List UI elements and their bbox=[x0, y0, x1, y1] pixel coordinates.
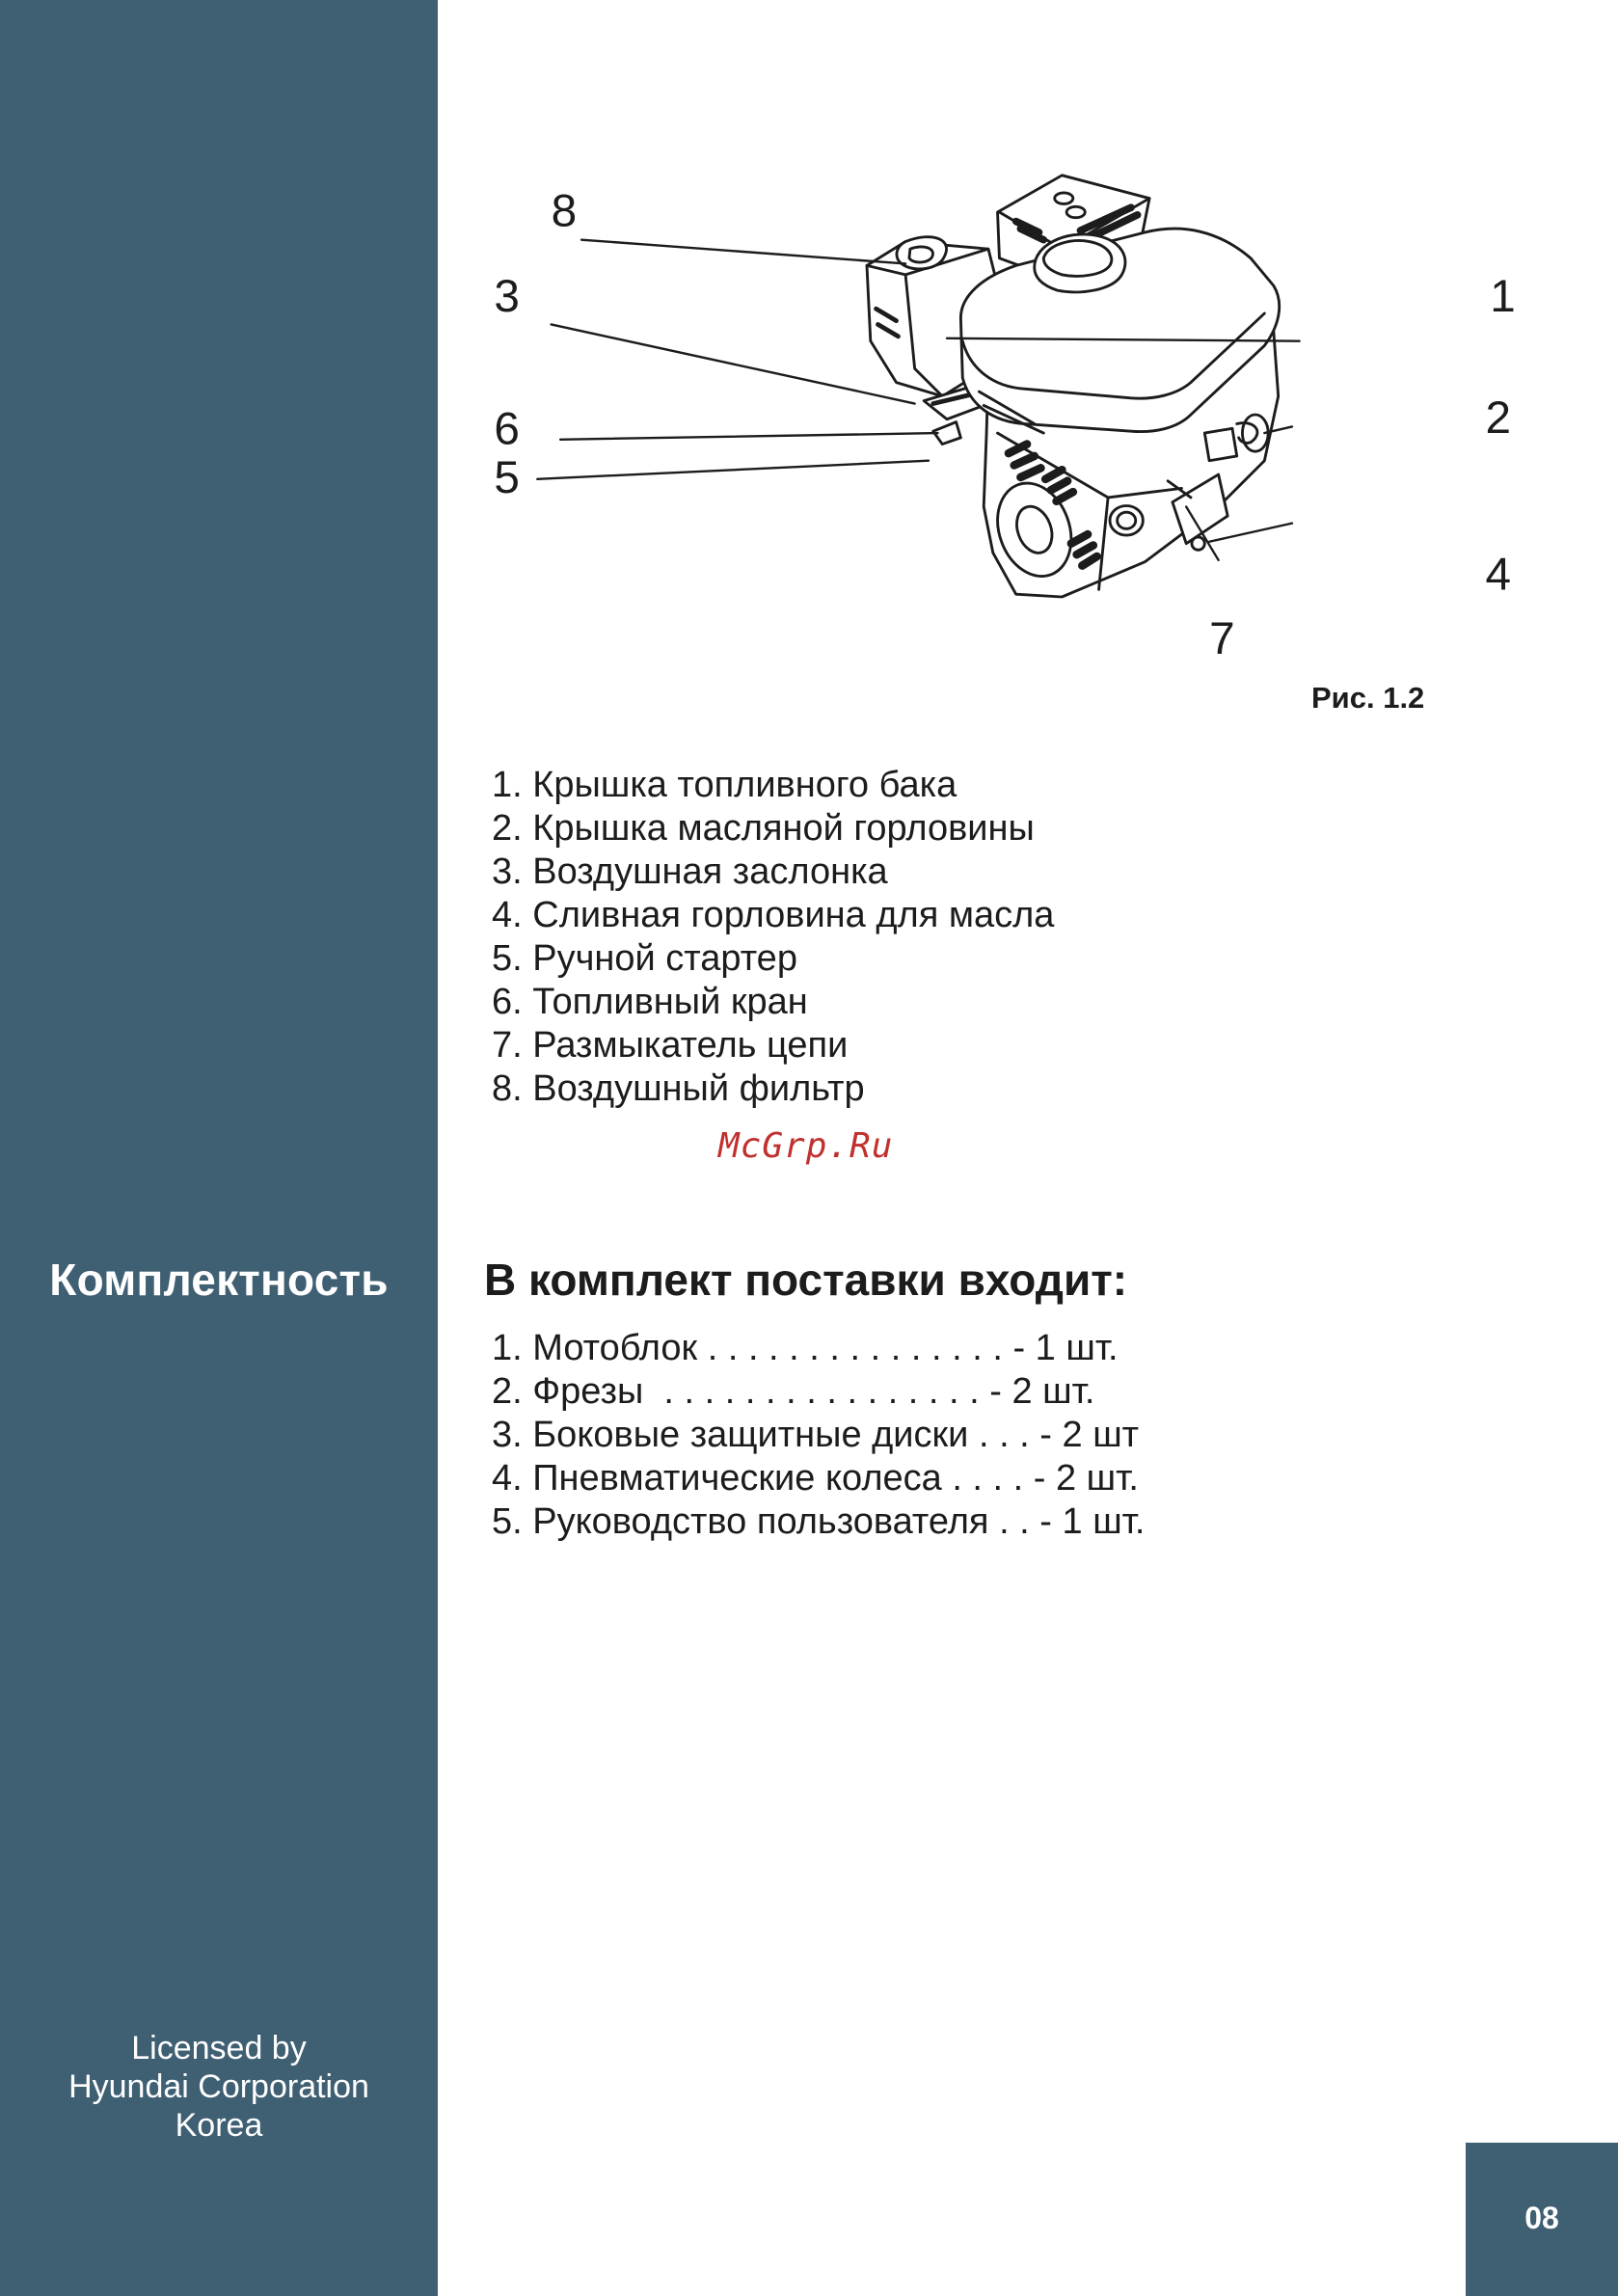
engine-diagram bbox=[482, 145, 1516, 685]
page-number-box bbox=[1466, 2143, 1618, 2296]
list-item: 2. Крышка масляной горловины bbox=[492, 808, 1035, 849]
list-item: 8. Воздушный фильтр bbox=[492, 1068, 865, 1109]
callout-3: 3 bbox=[494, 271, 520, 323]
list-item: 5. Ручной стартер bbox=[492, 938, 797, 979]
kit-list bbox=[492, 1327, 1145, 1544]
callout-2: 2 bbox=[1485, 392, 1512, 445]
license-line: Hyundai Corporation bbox=[68, 2068, 369, 2105]
kit-title: В комплект поставки входит: bbox=[484, 1255, 1128, 1305]
list-item: 1. Крышка топливного бака bbox=[492, 765, 957, 805]
callout-6: 6 bbox=[494, 403, 520, 455]
list-item: 3. Воздушная заслонка bbox=[492, 851, 888, 892]
parts-list bbox=[492, 764, 1054, 1111]
list-item: 3. Боковые защитные диски . . . - 2 шт bbox=[492, 1415, 1140, 1455]
list-item: 7. Размыкатель цепи bbox=[492, 1025, 849, 1066]
list-item: 1. Мотоблок . . . . . . . . . . . . . . . - 1 шт. bbox=[492, 1328, 1119, 1368]
callout-8: 8 bbox=[551, 185, 578, 237]
license-note bbox=[0, 2029, 438, 2145]
section-heading: Комплектность bbox=[49, 1255, 389, 1305]
callout-5: 5 bbox=[494, 452, 520, 504]
license-line: Korea bbox=[175, 2107, 263, 2144]
sidebar bbox=[0, 0, 438, 2296]
list-item: 4. Сливная горловина для масла bbox=[492, 895, 1055, 935]
callout-1: 1 bbox=[1490, 271, 1516, 323]
engine-figure bbox=[482, 145, 1516, 685]
page-number: 08 bbox=[1524, 2201, 1559, 2235]
watermark: McGrp.Ru bbox=[718, 1126, 894, 1166]
callout-7: 7 bbox=[1209, 613, 1235, 665]
callout-4: 4 bbox=[1485, 549, 1512, 601]
list-item: 6. Топливный кран bbox=[492, 982, 808, 1022]
license-line: Licensed by bbox=[131, 2030, 307, 2066]
list-item: 4. Пневматические колеса . . . . - 2 шт. bbox=[492, 1458, 1139, 1499]
list-item: 2. Фрезы . . . . . . . . . . . . . . . . - 2 шт. bbox=[492, 1371, 1095, 1412]
list-item: 5. Руководство пользователя . . - 1 шт. bbox=[492, 1501, 1146, 1542]
figure-caption: Рис. 1.2 bbox=[1311, 681, 1425, 715]
